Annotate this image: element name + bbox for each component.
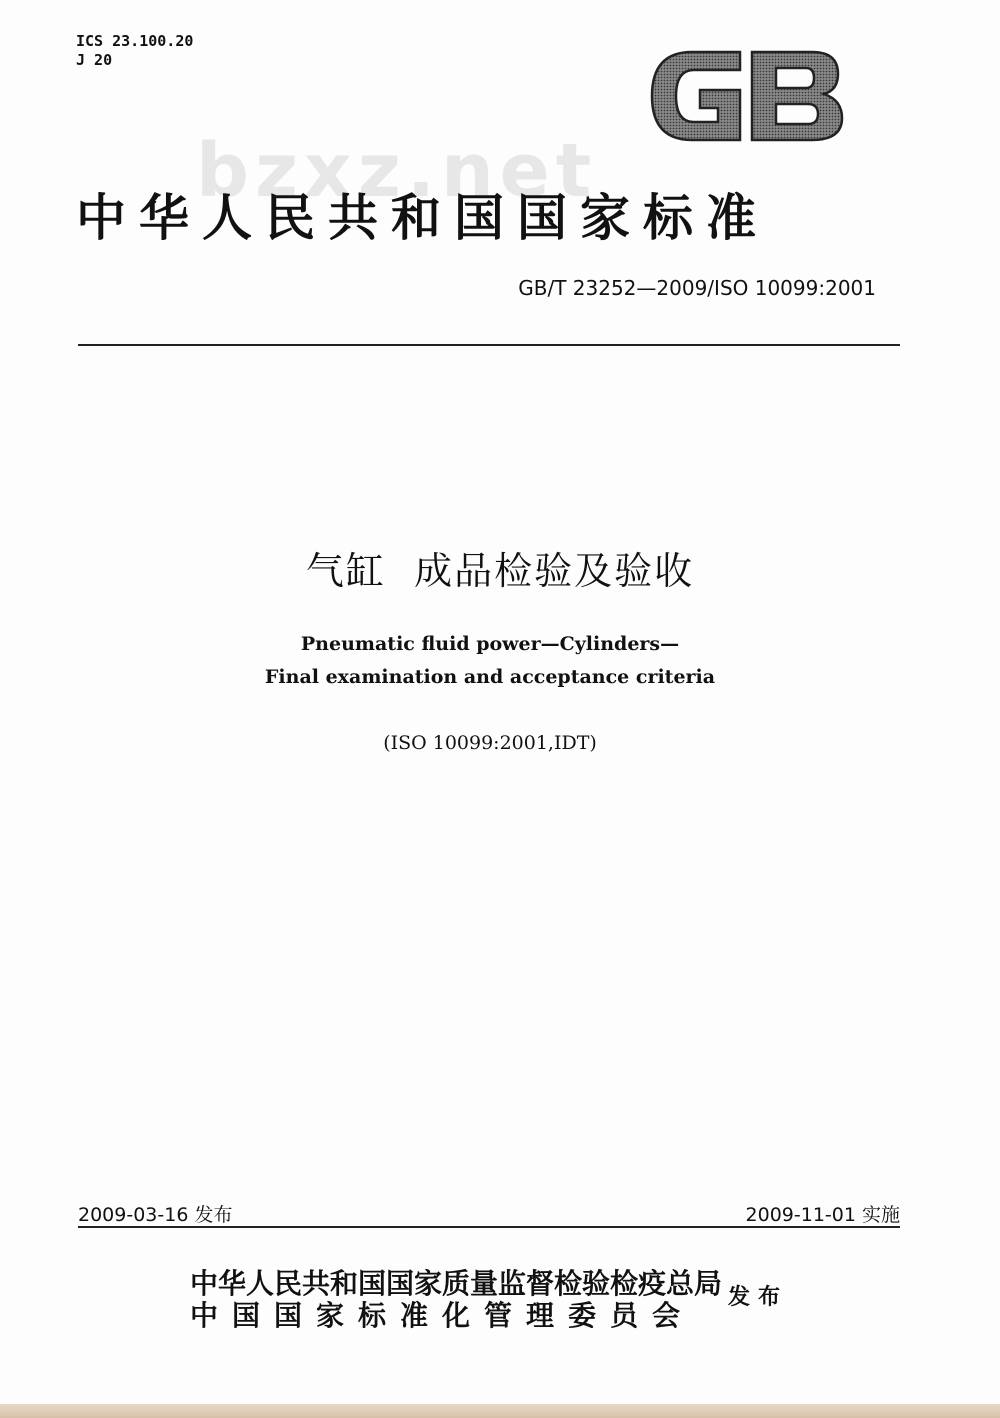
publisher-aqsiq: 中华人民共和国国家质量监督检验检疫总局: [190, 1267, 723, 1300]
national-standard-title: 中华人民共和国国家标准: [76, 189, 769, 247]
watermark: bzxz.net: [196, 128, 598, 214]
implementation-date: 2009-11-01 实施: [745, 1204, 900, 1226]
document-title-en: [0, 628, 980, 694]
gb-logo: [648, 46, 844, 146]
scan-edge: [0, 1404, 1000, 1418]
bottom-divider: [78, 1226, 900, 1228]
standard-number: GB/T 23252—2009/ISO 10099:2001: [518, 276, 876, 300]
ccs-code: J 20: [76, 51, 113, 69]
title-en-line-1: Pneumatic fluid power—Cylinders—: [300, 633, 680, 655]
title-en-line-2: Final examination and acceptance criteria: [264, 666, 716, 688]
top-divider: [78, 344, 900, 346]
classification-codes: [76, 32, 193, 70]
ics-code: ICS 23.100.20: [76, 32, 194, 50]
issue-date: 2009-03-16 发布: [78, 1204, 233, 1226]
document-title-zh: 气缸 成品检验及验收: [305, 549, 695, 593]
publish-label: 发布: [728, 1285, 789, 1310]
publisher-sac: 中国国家标准化管理委员会: [190, 1299, 695, 1332]
equivalence-note: (ISO 10099:2001,IDT): [383, 732, 597, 754]
